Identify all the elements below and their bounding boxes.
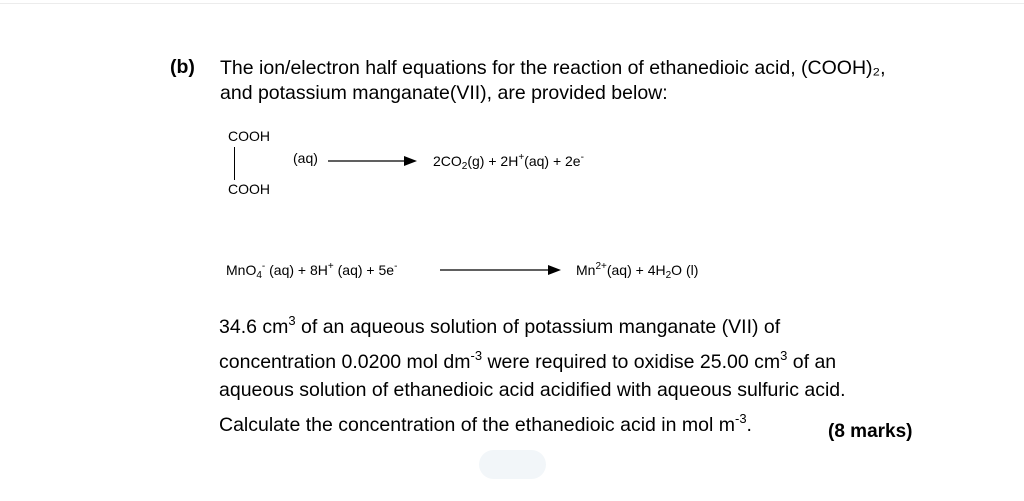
eq1-p-a-sub: 2: [461, 161, 468, 172]
eq2-r-a-sub: 4: [256, 270, 262, 281]
top-divider: [0, 3, 1024, 4]
eq1-p-c: (aq) + 2e: [524, 153, 581, 169]
eq1-arrow: [328, 155, 418, 167]
question-body: [219, 307, 846, 439]
eq1-state: (aq): [293, 150, 318, 166]
eq2-r-a-sup: -: [261, 261, 266, 272]
body-line-2: [219, 342, 846, 377]
eq2-r-b-sup: +: [327, 261, 334, 272]
intro-line-2: and potassium manganate(VII), are provided below:: [220, 82, 668, 104]
eq2-p-b-sub: 2: [665, 270, 672, 281]
marks-label: (8 marks): [828, 421, 913, 442]
eq1-bond-line: [234, 147, 235, 180]
eq1-p-a: 2CO: [433, 153, 462, 169]
eq2-p-b: (aq) + 4H: [606, 262, 666, 278]
body-l2-sup2: 3: [780, 347, 788, 363]
body-l2-a: concentration 0.0200 mol dm: [219, 350, 471, 373]
eq2-products: [576, 261, 698, 281]
eq1-reactant-bottom: COOH: [228, 181, 270, 197]
eq1-p-b: (g) + 2H: [467, 153, 519, 169]
question-label: (b): [170, 56, 195, 78]
body-line-4: [219, 405, 846, 440]
body-l4-a: Calculate the concentration of the ethanedioic acid in mol m: [219, 413, 735, 436]
eq1-reactant-top: COOH: [228, 128, 270, 144]
eq2-r-b: (aq) + 8H: [265, 262, 328, 278]
eq1-p-c-sup: -: [580, 152, 584, 163]
body-l2-sup: -3: [470, 347, 483, 363]
body-l4-sup: -3: [734, 410, 747, 426]
body-l4-b: .: [746, 413, 752, 436]
body-l1-a: 34.6 cm: [219, 316, 289, 338]
body-l2-b: were required to oxidise 25.00 cm: [482, 350, 781, 373]
eq2-r-a: MnO: [226, 262, 257, 278]
intro-line-1: The ion/electron half equations for the reaction of ethanedioic acid, (COOH)₂,: [220, 57, 886, 79]
eq2-p-a: Mn: [576, 262, 596, 278]
body-line-1: [219, 307, 846, 342]
body-l1-sup: 3: [288, 313, 296, 328]
body-l1-b: of an aqueous solution of potassium manganate (VII) of: [295, 316, 781, 338]
body-line-3: aqueous solution of ethanedioic acid acidified with aqueous sulfuric acid.: [219, 379, 846, 401]
question-intro: [220, 56, 886, 106]
body-l2-c: of an: [787, 350, 837, 373]
eq2-p-c: O (l): [671, 262, 699, 278]
eq1-products: [433, 152, 584, 172]
eq2-arrow: [440, 264, 562, 276]
faded-overlay-pill: [479, 450, 546, 479]
eq2-r-c: (aq) + 5e: [333, 262, 395, 278]
eq2-r-c-sup: -: [394, 261, 398, 272]
eq2-p-a-sup: 2+: [595, 261, 607, 272]
eq2-reactants: [226, 261, 397, 281]
eq1-p-b-sup: +: [518, 152, 525, 163]
